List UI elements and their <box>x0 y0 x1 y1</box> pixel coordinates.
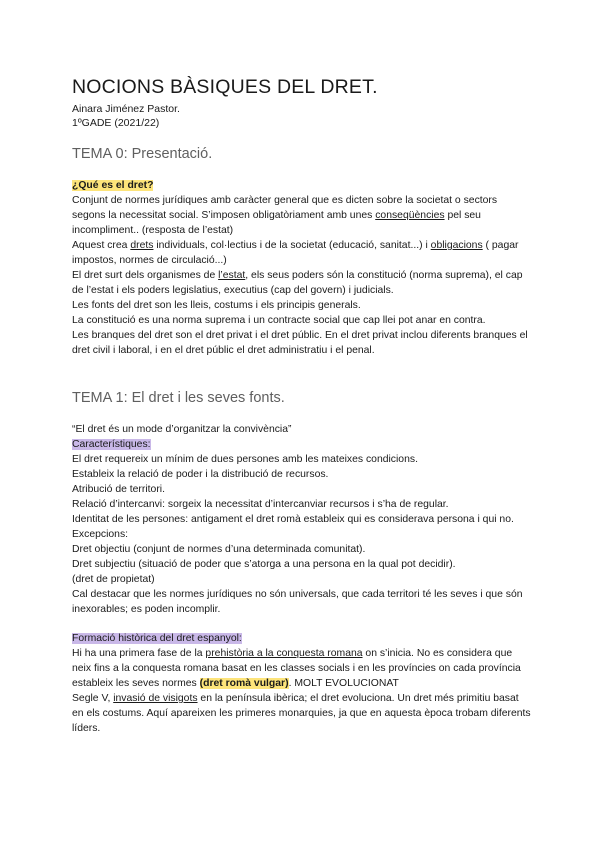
tema0-paragraph-2: Aquest crea drets individuals, col·lectius i de la societat (educació, sanitat...) i obligacions ( pagar impostos, normes de circulació...) <box>72 240 519 266</box>
formation-paragraph-2: Segle V, invasió de visigots en la península ibèrica; el dret evoluciona. Un dret més primitiu basat en els costums. Aquí apareixen les primeres monarquies, ja que en aquesta època trobam diferents líders. <box>72 693 531 734</box>
tema1-heading: TEMA 1: El dret i les seves fonts. <box>72 390 285 406</box>
characteristic-5: Identitat de les persones: antigament el dret romà estableix qui es considerava persona i qui no. <box>72 514 514 525</box>
characteristic-4: Relació d’intercanvi: sorgeix la necessitat d’intercanviar recursos i s’ha de regular. <box>72 499 449 510</box>
exception-note: Cal destacar que les normes jurídiques no són universals, que cada territori té les seves i que són inexorables; es poden incomplir. <box>72 589 523 615</box>
formation-heading: Formació històrica del dret espanyol: <box>72 633 242 644</box>
quote: “El dret és un mode d’organitzar la convivència” <box>72 424 292 435</box>
exceptions-heading: Excepcions: <box>72 529 129 540</box>
exception-1: Dret objectiu (conjunt de normes d’una determinada comunitat). <box>72 544 366 555</box>
tema0-paragraph-4: Les fonts del dret son les lleis, costums i els principis generals. <box>72 300 361 311</box>
document-title: NOCIONS BÀSIQUES DEL DRET. <box>72 76 378 98</box>
author: Ainara Jiménez Pastor. <box>72 103 180 115</box>
characteristic-3: Atribució de territori. <box>72 484 165 495</box>
tema0-heading: TEMA 0: Presentació. <box>72 146 213 162</box>
characteristic-1: El dret requereix un mínim de dues persones amb les mateixes condicions. <box>72 454 418 465</box>
characteristic-2: Estableix la relació de poder i la distribució de recursos. <box>72 469 329 480</box>
tema0-paragraph-1: Conjunt de normes jurídiques amb caràcter general que es dicten sobre la societat o sectors segons la necessitat social. S’imposen obligatòriament amb unes conseqüències pel seu incompliment.. (resposta de l’estat) <box>72 195 498 236</box>
tema0-paragraph-6: Les branques del dret son el dret privat i el dret públic. En el dret privat inclou diferents branques el dret civil i laboral, i en el dret públic el dret administratiu i el penal. <box>72 330 528 356</box>
characteristics-heading: Característiques: <box>72 439 151 450</box>
question-text: ¿Qué es el dret? <box>72 180 154 191</box>
formation-paragraph-1: Hi ha una primera fase de la prehistòria a la conquesta romana on s’inicia. No es considera que neix fins a la conquesta romana basat en les classes socials i en les províncies on cada província estableix les seves normes (dret romà vulgar). MOLT EVOLUCIONAT <box>72 648 521 689</box>
exception-2: Dret subjectiu (situació de poder que s’atorga a una persona en la qual pot decidir). <box>72 559 456 570</box>
tema0-paragraph-3: El dret surt dels organismes de l’estat, els seus poders són la constitució (norma suprema), el cap de l’estat i els poders legislatius, executius (cap del govern) i judicials. <box>72 270 523 296</box>
tema0-paragraph-5: La constitució es una norma suprema i un contracte social que cap llei pot anar en contra. <box>72 315 486 326</box>
question-heading <box>72 178 532 193</box>
course: 1ºGADE (2021/22) <box>72 117 160 129</box>
exception-3: (dret de propietat) <box>72 574 155 585</box>
document-page <box>72 74 532 736</box>
